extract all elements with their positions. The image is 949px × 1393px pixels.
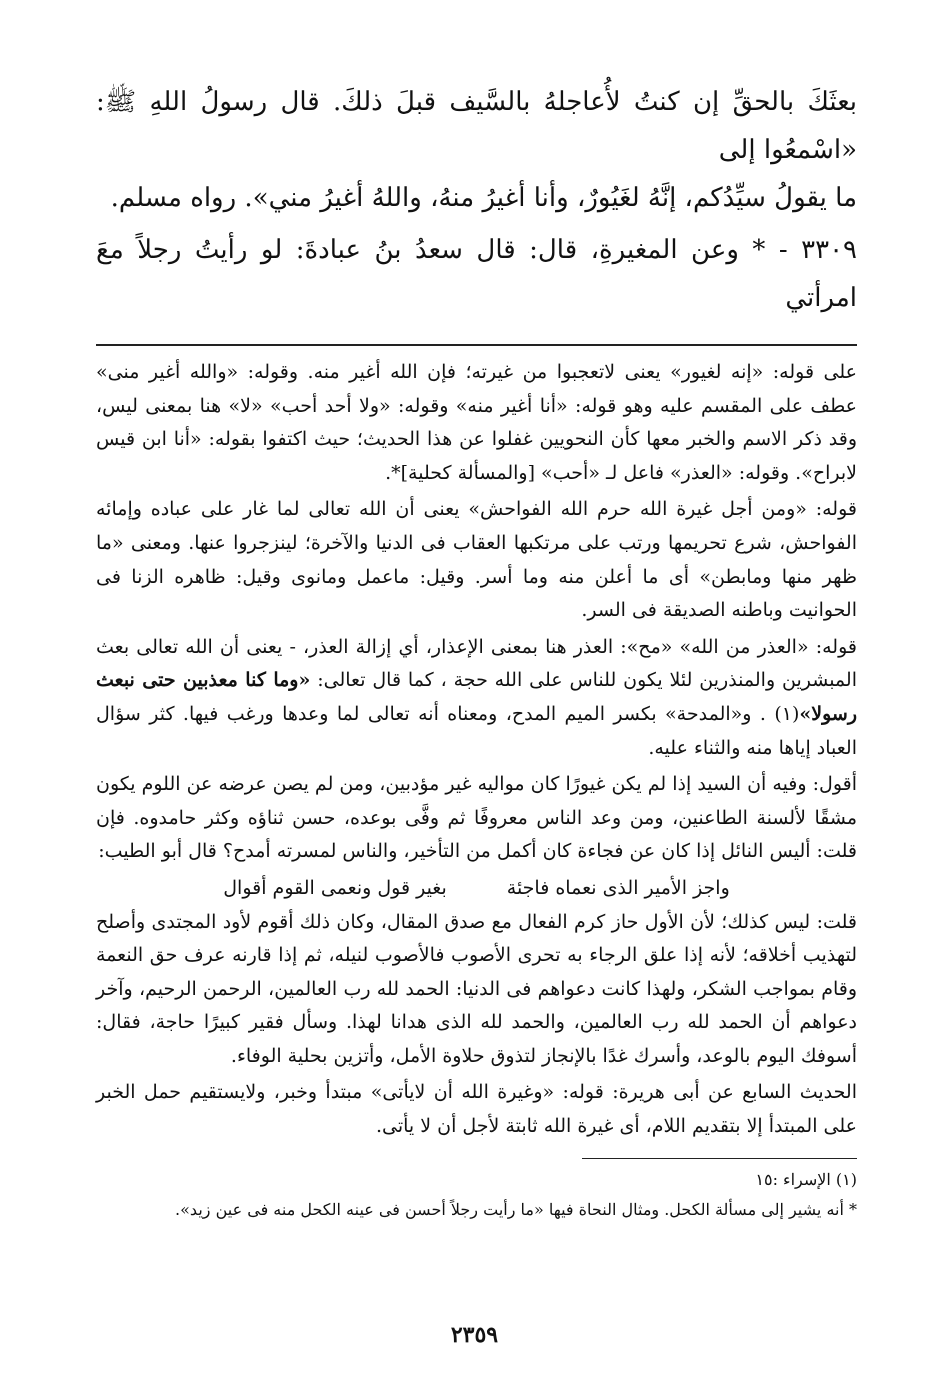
hadith-3309-opening: ٣٣٠٩ - * وعن المغيرةِ، قال: قال سعدُ بنُ عبادةَ: لو رأيتُ رجلاً معَ امرأتي — [96, 235, 857, 313]
commentary-paragraph-5: قلت: ليس كذلك؛ لأن الأول حاز كرم الفعال مع صدق المقال، وكان ذلك أقوم لأود المجتدى وأصلح لتهذيب أخلاقه؛ لأنه إذا علق الرجاء به تحرى الأصوب فالأصوب لنيله، ثم إذا قارنه عرف حق النعمة وقام بمواجب الشكر، ولهذا كانت دعواهم فى الدنيا: الحمد لله رب العالمين، الرحمن الرحيم، وآخر دعواهم أن الحمد لله رب العالمين، والحمد لله الذى هدانا لهذا. وسأل فقير كبيرًا حاجة، فقال: أسوفك اليوم بالوعد، وأسرك غدًا بالإنجاز لتذوق حلاوة الأمل، وأتزين بحلية الوفاء. — [96, 910, 857, 1067]
hadith-line-1: بعثَكَ بالحقِّ إن كنتُ لأُعاجلهُ بالسَّيف قبلَ ذلكَ. قال رسولُ اللهِ ﷺ: «اسْمعُوا إلى — [96, 87, 857, 165]
hadith-text — [96, 78, 857, 322]
commentary-paragraph-3-end: (١) . و«المدحة» بكسر الميم المدح، ومعناه أنه تعالى لما وعدها ورغب فيها. كثر سؤال العباد إياها منه والثناء عليه. — [96, 702, 857, 759]
commentary-paragraph-1: على قوله: «إنه لغيور» يعنى لاتعجبوا من غيرته؛ فإن الله أغير منه. وقوله: «والله أغير منى» عطف على المقسم عليه وهو قوله: «أنا أغير منه» وقوله: «ولا أحد أحب» «لا» هنا بمعنى ليس، وقد ذكر الاسم والخبر معها كأن النحويين غفلوا عن هذا الحديث؛ حيث اكتفوا بقوله: «أنا ابن قيس لابراح». وقوله: «العذر» فاعل لـ «أحب» [والمسألة كحلية]*. — [96, 361, 857, 484]
verse-first-hemistich: واجز الأمير الذى نعماه فاجئة — [506, 876, 730, 899]
quran-quote: «وما كنا معذبين حتى نبعث رسولا» — [96, 669, 857, 725]
footnotes — [96, 1165, 857, 1225]
poetry-verse — [96, 872, 857, 906]
footnote-divider — [582, 1158, 857, 1159]
commentary — [96, 356, 857, 1144]
footnote-1: (١) الإسراء :١٥ — [755, 1169, 857, 1189]
footnote-star: * أنه يشير إلى مسألة الكحل. ومثال النحاة فيها «ما رأيت رجلاً أحسن فى عينه الكحل منه فى عين زيد». — [175, 1199, 857, 1219]
hadith-line-2: ما يقولُ سيِّدُكم، إنَّهُ لغَيُورٌ، وأنا أغيرُ منهُ، واللهُ أغيرُ مني». رواه مسلم. — [110, 183, 857, 213]
commentary-paragraph-3-start: قوله: «العذر من الله» «مح»: العذر هنا بمعنى الإعذار، أي إزالة العذر، - يعنى أن الله تعالى بعث المبشرين والمنذرين لئلا يكون للناس على الله حجة ، كما قال تعالى: — [96, 635, 857, 692]
section-divider — [96, 344, 857, 346]
commentary-paragraph-2: قوله: «ومن أجل غيرة الله حرم الله الفواحش» يعنى أن الله تعالى لما غار على عباده وإمائه الفواحش، شرع تحريمها ورتب على مرتكبها العقاب فى الدنيا والآخرة؛ لينزجروا عنها. ومعنى «ما ظهر منها ومابطن» أى ما أعلن منه وما أسر. وقيل: ماعمل ومانوى وقيل: ظاهره الزنا فى الحوانيت وباطنه الصديقة فى السر. — [96, 498, 857, 622]
commentary-paragraph-6: الحديث السابع عن أبى هريرة: قوله: «وغيرة الله أن لايأتى» مبتدأ وخبر، ولايستقيم حمل الخبر على المبتدأ إلا بتقديم اللام، أى غيرة الله ثابتة لأجل أن لا يأتى. — [96, 1081, 857, 1138]
page-number: ٢٣٥٩ — [450, 1322, 499, 1348]
verse-second-hemistich: بغير قول ونعمى القوم أقوال — [223, 876, 447, 899]
commentary-paragraph-4: أقول: وفيه أن السيد إذا لم يكن غيورًا كان مواليه غير مؤدبين، ومن لم يصن عرضه عن اللوم يكون مشقًا لألسنة الطاعنين، ومن وعد الناس معروفًا ثم وفَّى بوعده، حسن ثناؤه وكثر حامدوه. فإن قلت: أليس النائل إذا كان عن فجاءة كان أكمل من التأخير، والناس لمسرته أمدح؟ قال أبو الطيب: — [96, 773, 857, 863]
commentary-paragraph-3 — [96, 631, 857, 765]
